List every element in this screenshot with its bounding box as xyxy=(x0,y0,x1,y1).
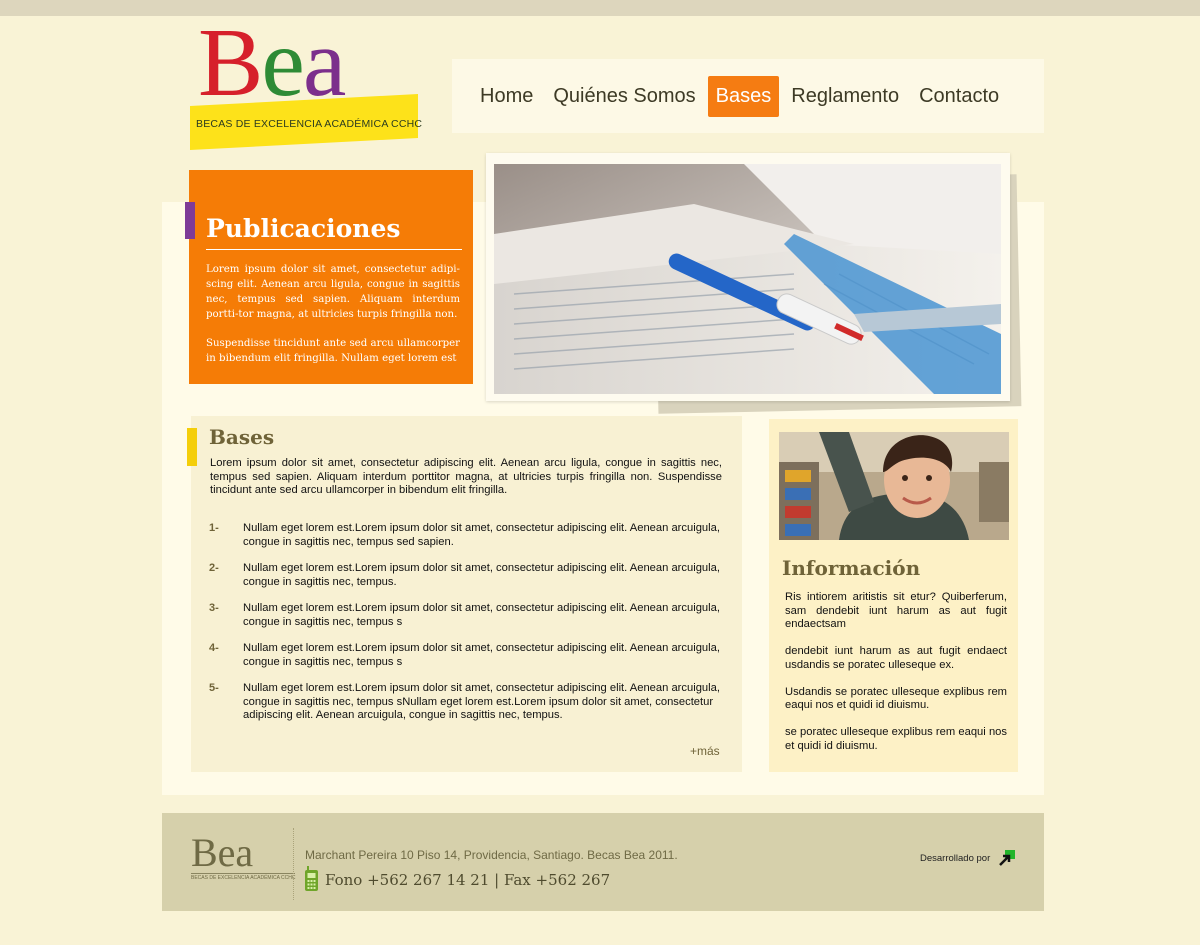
bases-item-number: 1- xyxy=(209,522,219,534)
bases-list-item xyxy=(209,682,729,723)
informacion-title: Información xyxy=(782,556,921,580)
nav-contacto[interactable]: Contacto xyxy=(919,84,1000,107)
nav-home[interactable]: Home xyxy=(480,84,534,107)
books-pen-illustration xyxy=(494,164,1001,394)
informacion-paragraph: Usdandis se poratec ulleseque explibus rem eaqui nos et quidi id diuismu. xyxy=(785,685,1007,711)
publicaciones-paragraph-1: Lorem ipsum dolor sit amet, consectetur adipi-scing elit. Aenean arcu ligula, congue in sagittis nec, tempus sed sapien. Aliquam interdum portti-tor magna, at ultricies turpis fringilla non. xyxy=(206,264,460,320)
bases-item-text: Nullam eget lorem est.Lorem ipsum dolor sit amet, consectetur adipiscing elit. Aenean arcuigula, congue in sagittis nec, tempus. xyxy=(243,562,720,588)
footer xyxy=(162,813,1044,911)
student-illustration xyxy=(779,432,1009,540)
bases-item-text: Nullam eget lorem est.Lorem ipsum dolor sit amet, consectetur adipiscing elit. Aenean arcuigula, congue in sagittis nec, tempus sed sapien. xyxy=(243,522,720,548)
bases-intro: Lorem ipsum dolor sit amet, consectetur adipiscing elit. Aenean arcu ligula, congue in sagittis nec, tempus sed sapien. Aliquam interdum porttitor magna, at ultricies turpis fringilla non. Suspendisse tincidunt ante sed arcu ullamcorper in bibendum elit fringilla. xyxy=(210,457,722,496)
informacion-text xyxy=(785,591,1007,767)
logo-letter-e: e xyxy=(261,9,303,117)
bases-marker xyxy=(187,428,197,466)
publicaciones-title: Publicaciones xyxy=(206,214,462,250)
bases-list-item xyxy=(209,562,729,589)
nav-bases[interactable]: Bases xyxy=(708,76,780,117)
logo-tagline: BECAS DE EXCELENCIA ACADÉMICA CCHC xyxy=(196,118,423,130)
bases-item-text: Nullam eget lorem est.Lorem ipsum dolor sit amet, consectetur adipiscing elit. Aenean arcuigula, congue in sagittis nec, tempus s xyxy=(243,602,720,628)
top-bar xyxy=(0,0,1200,16)
informacion-paragraph: dendebit iunt harum as aut fugit endaect usdandis se poratec ulleseque ex. xyxy=(785,645,1007,671)
student-photo xyxy=(779,432,1009,540)
developed-by-label: Desarrollado por xyxy=(920,853,991,864)
footer-logo-tagline: BECAS DE EXCELENCIA ACADÉMICA CCHC xyxy=(191,875,296,881)
arrow-logo-icon[interactable] xyxy=(998,850,1016,866)
footer-phone: Fono +562 267 14 21 | Fax +562 267 xyxy=(325,871,611,889)
footer-divider xyxy=(293,828,294,900)
bases-item-number: 2- xyxy=(209,562,219,574)
nav-reglamento[interactable]: Reglamento xyxy=(791,84,900,107)
site-logo[interactable] xyxy=(190,9,423,147)
publicaciones-marker xyxy=(185,202,195,239)
bases-item-number: 4- xyxy=(209,642,219,654)
main-nav xyxy=(452,59,1044,133)
bases-title: Bases xyxy=(209,425,275,449)
footer-logo-word: Bea xyxy=(191,830,254,875)
more-link[interactable]: +más xyxy=(690,744,720,758)
publicaciones-paragraph-2: Suspendisse tincidunt ante sed arcu ullamcorper in bibendum elit fringilla. Nullam eget lorem est xyxy=(206,338,460,364)
bases-list-item xyxy=(209,642,729,669)
bases-item-text: Nullam eget lorem est.Lorem ipsum dolor sit amet, consectetur adipiscing elit. Aenean arcuigula, congue in sagittis nec, tempus s xyxy=(243,642,720,668)
logo-letter-a: a xyxy=(302,9,345,117)
bases-list xyxy=(209,522,729,736)
footer-address: Marchant Pereira 10 Piso 14, Providencia, Santiago. Becas Bea 2011. xyxy=(305,848,678,862)
phone-icon xyxy=(304,866,319,892)
books-pen-photo xyxy=(494,164,1001,394)
informacion-paragraph: Ris intiorem aritistis sit etur? Quiberferum, sam dendebit iunt harum as aut fugit endaectsam xyxy=(785,591,1007,630)
footer-logo[interactable] xyxy=(189,830,296,885)
logo-wordmark xyxy=(198,9,345,117)
bases-list-item xyxy=(209,522,729,549)
nav-quienes-somos[interactable]: Quiénes Somos xyxy=(553,84,696,107)
publicaciones-box xyxy=(189,170,473,384)
bases-list-item xyxy=(209,602,729,629)
logo-letter-b: B xyxy=(198,9,262,117)
bases-item-number: 3- xyxy=(209,602,219,614)
informacion-paragraph: se poratec ulleseque explibus rem eaqui nos et quidi id diuismu. xyxy=(785,726,1007,752)
bases-item-number: 5- xyxy=(209,682,219,694)
bases-item-text: Nullam eget lorem est.Lorem ipsum dolor sit amet, consectetur adipiscing elit. Aenean arcuigula, congue in sagittis nec, tempus sNullam eget lorem est.Lorem ipsum dolor sit amet, consectetur adipiscing elit. Aenean arcuigula, congue in sagittis nec, tempus. xyxy=(243,682,720,721)
